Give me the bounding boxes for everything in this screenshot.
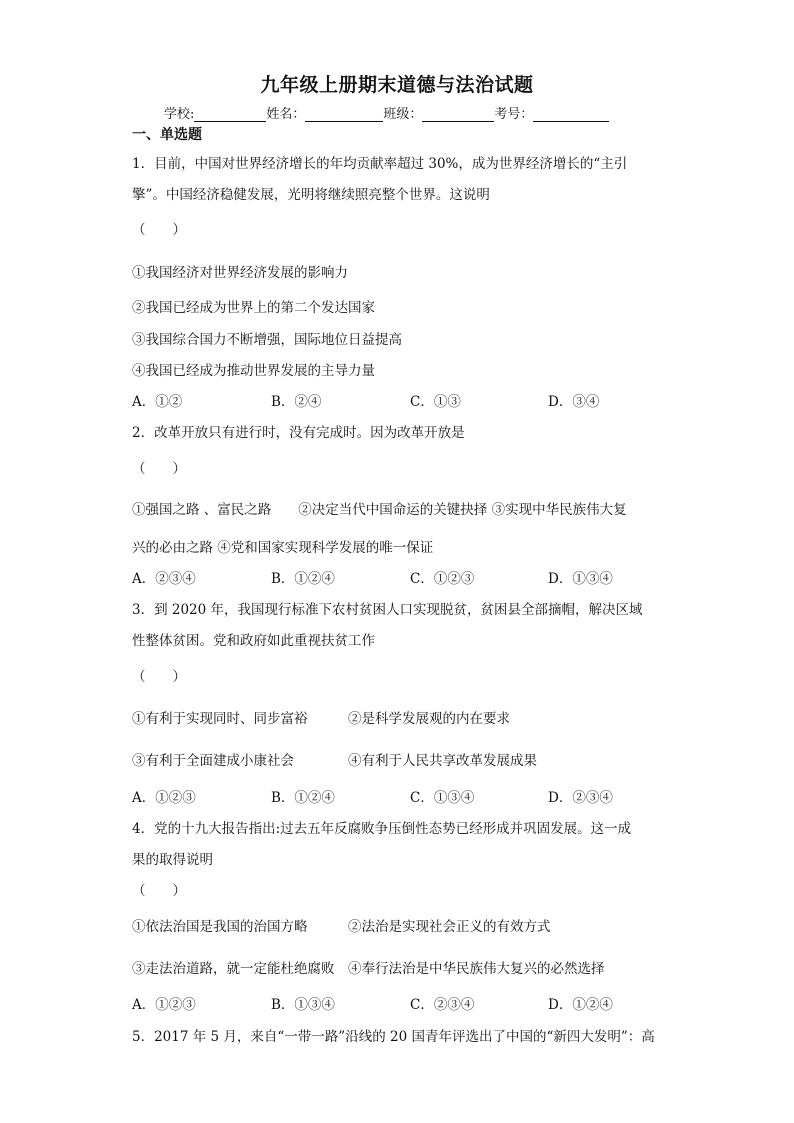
option-a[interactable]: A．②③④ bbox=[132, 571, 196, 587]
question-stem: 1．目前，中国对世界经济增长的年均贡献率超过 30%，成为世界经济增长的“主引 bbox=[132, 156, 628, 172]
page-title: 九年级上册期末道德与法治试题 bbox=[260, 74, 534, 96]
option-b[interactable]: B．①②④ bbox=[271, 571, 335, 587]
number-field[interactable] bbox=[533, 107, 609, 122]
statement-item: ①我国经济对世界经济发展的影响力 bbox=[132, 265, 348, 281]
option-d[interactable]: D．③④ bbox=[548, 394, 600, 410]
question-stem: 擎”。中国经济稳健发展，光明将继续照亮整个世界。这说明 bbox=[132, 187, 490, 203]
option-b[interactable]: B．②④ bbox=[271, 394, 322, 410]
statement-item: ③有利于全面建成小康社会 ④有利于人民共享改革发展成果 bbox=[132, 753, 537, 769]
option-a[interactable]: A．①② bbox=[132, 394, 183, 410]
name-label: 姓名： bbox=[266, 107, 306, 122]
option-c[interactable]: C．①②③ bbox=[410, 571, 475, 587]
option-c[interactable]: C．①③ bbox=[410, 394, 461, 410]
question-stem: 性整体贫困。党和政府如此重视扶贫工作 bbox=[132, 633, 375, 649]
answer-paren: （ ） bbox=[132, 461, 186, 477]
statement-item: ②我国已经成为世界上的第二个发达国家 bbox=[132, 300, 375, 316]
header-info bbox=[164, 103, 609, 122]
statement-item: ①依法治国是我国的治国方略 ②法治是实现社会正义的有效方式 bbox=[132, 919, 551, 935]
question-stem: 2．改革开放只有进行时，没有完成时。因为改革开放是 bbox=[132, 425, 465, 441]
answer-paren: （ ） bbox=[132, 222, 186, 238]
statement-item: ③走法治道路，就一定能杜绝腐败 ④奉行法治是中华民族伟大复兴的必然选择 bbox=[132, 961, 605, 977]
statement-item: ①有利于实现同时、同步富裕 ②是科学发展观的内在要求 bbox=[132, 711, 510, 727]
question-stem: 3．到 2020 年，我国现行标准下农村贫困人口实现脱贫，贫困县全部摘帽，解决区域 bbox=[132, 602, 643, 618]
name-field[interactable] bbox=[305, 107, 383, 122]
statement-item: ③我国综合国力不断增强，国际地位日益提高 bbox=[132, 332, 402, 348]
question-stem: 5．2017 年 5 月，来自“一带一路”沿线的 20 国青年评选出了中国的“新四大发明”：高 bbox=[132, 1029, 655, 1045]
option-c[interactable]: C．②③④ bbox=[410, 997, 475, 1013]
option-d[interactable]: D．①③④ bbox=[548, 571, 613, 587]
section-title: 一、单选题 bbox=[132, 127, 202, 143]
answer-paren: （ ） bbox=[132, 883, 186, 899]
statement-item: ④我国已经成为推动世界发展的主导力量 bbox=[132, 363, 375, 379]
option-a[interactable]: A．①②③ bbox=[132, 790, 196, 806]
option-a[interactable]: A．①②③ bbox=[132, 997, 196, 1013]
class-field[interactable] bbox=[422, 107, 494, 122]
class-label: 班级： bbox=[383, 107, 423, 122]
statement-item: 兴的必由之路 ④党和国家实现科学发展的唯一保证 bbox=[132, 540, 434, 556]
question-stem: 果的取得说明 bbox=[132, 852, 213, 868]
school-field[interactable] bbox=[194, 107, 266, 122]
question-stem: 4．党的十九大报告指出:过去五年反腐败争压倒性态势已经形成并巩固发展。这一成 bbox=[132, 821, 632, 837]
option-b[interactable]: B．①③④ bbox=[271, 997, 335, 1013]
answer-paren: （ ） bbox=[132, 669, 186, 685]
option-c[interactable]: C．①③④ bbox=[410, 790, 475, 806]
school-label: 学校: bbox=[164, 107, 195, 122]
number-label: 考号： bbox=[494, 107, 534, 122]
option-d[interactable]: D．②③④ bbox=[548, 790, 613, 806]
option-d[interactable]: D．①②④ bbox=[548, 997, 613, 1013]
option-b[interactable]: B．①②④ bbox=[271, 790, 335, 806]
statement-item: ①强国之路 、富民之路 ②决定当代中国命运的关键抉择 ③实现中华民族伟大复 bbox=[132, 502, 627, 518]
